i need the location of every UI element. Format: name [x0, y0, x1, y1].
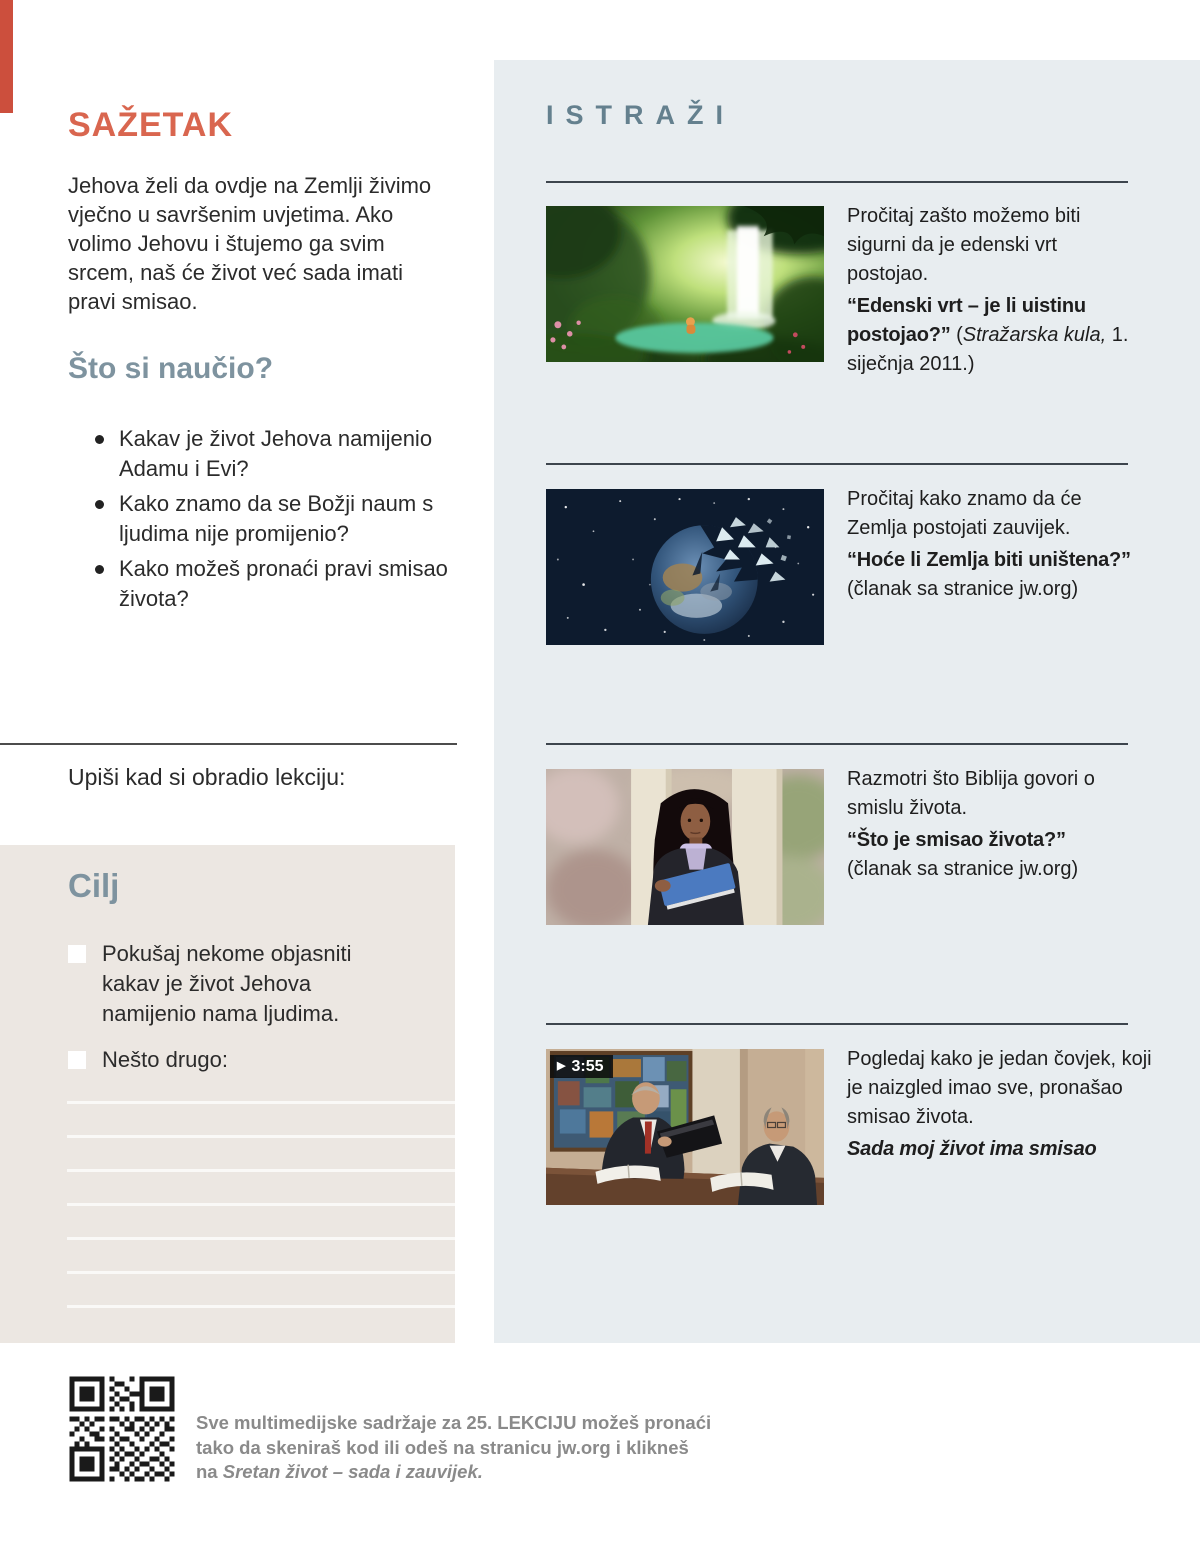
entry-text	[847, 1045, 1155, 1164]
woman-holding-folder-image[interactable]	[546, 769, 824, 925]
footer-note	[196, 1411, 711, 1485]
explore-title: ISTRAŽI	[546, 100, 735, 130]
entry-title[interactable]: “Što je smisao života?”	[847, 829, 1066, 851]
log-prompt: Upiši kad si obradio lekciju:	[68, 764, 346, 790]
writing-line[interactable]	[67, 1271, 455, 1274]
entry-lead: Pročitaj zašto možemo biti sigurni da je edenski vrt postojao.	[847, 205, 1081, 285]
writing-line[interactable]	[67, 1203, 455, 1206]
entry-lead: Razmotri što Biblija govori o smislu života.	[847, 768, 1095, 819]
entry-divider	[546, 181, 1128, 183]
qr-code	[67, 1374, 177, 1484]
bullet-dot	[95, 565, 104, 574]
goal-item-text: Pokušaj nekome objasniti kakav je život Jehova namijenio nama ljudima.	[102, 941, 352, 1026]
goal-item	[68, 939, 377, 1029]
writing-line[interactable]	[67, 1101, 455, 1104]
list-item	[68, 489, 458, 549]
entry-divider	[546, 463, 1128, 465]
entry-text	[847, 765, 1123, 884]
entry-source: (članak sa stranice jw.org)	[847, 578, 1079, 600]
shattered-earth-in-space-image[interactable]	[546, 489, 824, 645]
bullet-text: Kako znamo da se Božji naum s ljudima nije promijenio?	[119, 491, 434, 546]
learned-title: Što si naučio?	[68, 352, 274, 385]
play-icon: ▶	[557, 1060, 566, 1072]
lesson-color-tab	[0, 0, 13, 113]
entry-title[interactable]: Sada moj život ima smisao	[847, 1138, 1097, 1160]
goal-checkbox[interactable]	[68, 945, 86, 963]
bullet-text: Kakav je život Jehova namijenio Adamu i Evi?	[119, 426, 433, 481]
entry-text	[847, 485, 1131, 604]
list-item	[68, 554, 458, 614]
goal-title: Cilj	[68, 867, 120, 904]
learned-list	[68, 424, 458, 619]
footer-line: tako da skeniraš kod ili odeš na stranicu jw.org i klikneš	[196, 1436, 689, 1458]
goal-item-text: Nešto drugo:	[102, 1047, 228, 1072]
video-duration-badge[interactable]	[550, 1055, 613, 1078]
bullet-text: Kako možeš pronaći pravi smisao života?	[119, 556, 448, 611]
publication-title: Sretan život – sada i zauvijek.	[222, 1461, 483, 1482]
summary-title: SAŽETAK	[68, 106, 234, 144]
writing-line[interactable]	[67, 1169, 455, 1172]
list-item	[68, 424, 458, 484]
entry-lead: Pročitaj kako znamo da će Zemlja postojati zauvijek.	[847, 488, 1082, 539]
goal-item	[68, 1045, 377, 1075]
garden-of-eden-waterfall-image[interactable]	[546, 206, 824, 362]
entry-title[interactable]: “Edenski vrt – je li uistinu postojao?” (Stražarska kula, 1. siječnja 2011.)	[847, 295, 1129, 375]
goal-box	[0, 845, 455, 1343]
goal-checkbox[interactable]	[68, 1051, 86, 1069]
entry-title[interactable]: “Hoće li Zemlja biti uništena?”	[847, 549, 1131, 571]
entry-divider	[546, 1023, 1128, 1025]
entry-text	[847, 202, 1153, 379]
bullet-dot	[95, 435, 104, 444]
two-men-bible-study-video-thumbnail[interactable]	[546, 1049, 824, 1205]
footer-line: Sve multimedijske sadržaje za 25. LEKCIJU možeš pronaći	[196, 1412, 712, 1433]
writing-line[interactable]	[67, 1237, 455, 1240]
writing-line[interactable]	[67, 1305, 455, 1308]
entry-divider	[546, 743, 1128, 745]
video-duration: 3:55	[571, 1057, 604, 1075]
footer-line: na Sretan život – sada i zauvijek.	[196, 1461, 483, 1482]
bullet-dot	[95, 500, 104, 509]
entry-lead: Pogledaj kako je jedan čovjek, koji je naizgled imao sve, pronašao smisao života.	[847, 1048, 1152, 1128]
summary-body: Jehova želi da ovdje na Zemlji živimo vječno u savršenim uvjetima. Ako volimo Jehovu i štujemo ga svim srcem, naš će život već sada imati pravi smisao.	[68, 173, 432, 314]
divider	[0, 743, 457, 745]
writing-line[interactable]	[67, 1135, 455, 1138]
entry-source: (članak sa stranice jw.org)	[847, 858, 1079, 880]
